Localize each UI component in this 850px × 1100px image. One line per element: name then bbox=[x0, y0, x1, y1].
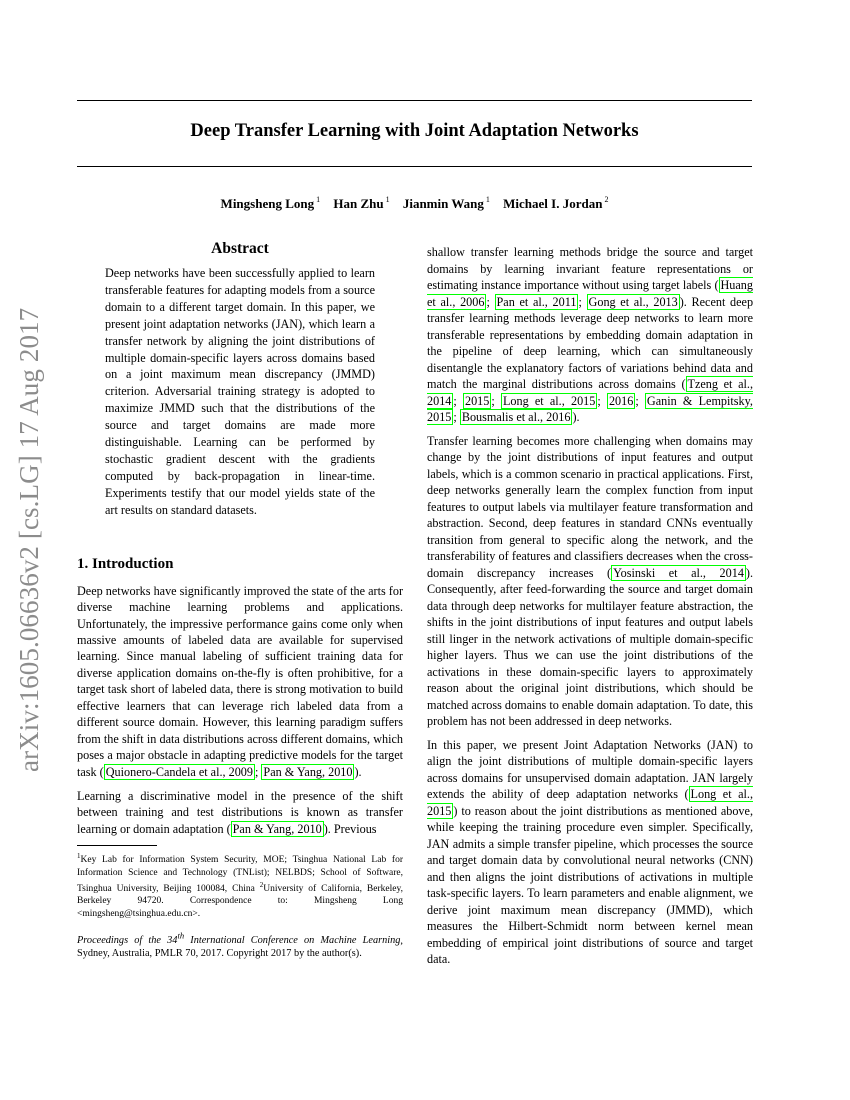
citation-link[interactable]: Long et al., 2015 bbox=[502, 393, 596, 408]
citation-link[interactable]: Quionero-Candela et al., 2009 bbox=[105, 764, 253, 779]
right-column bbox=[427, 244, 753, 975]
intro-paragraph-2: Learning a discriminative model in the presence of the shift between training and test distributions is known as transfer learning or domain adaptation ( Pan & Yang, 2010 ). Previous bbox=[77, 789, 403, 836]
citation-link[interactable]: Pan et al., 2011 bbox=[496, 294, 577, 309]
paper-title: Deep Transfer Learning with Joint Adaptation Networks bbox=[190, 121, 639, 141]
citation-link[interactable]: 2016 bbox=[608, 393, 634, 408]
citation-link[interactable]: Ganin & Lempitsky, 2015 bbox=[427, 393, 753, 424]
citation-link[interactable]: Pan & Yang, 2010 bbox=[263, 764, 353, 779]
author-list bbox=[77, 196, 752, 212]
citation-link[interactable]: Long et al., 2015 bbox=[427, 787, 753, 818]
citation-link[interactable]: 2015 bbox=[464, 393, 490, 408]
citation-link[interactable]: Yosinski et al., 2014 bbox=[613, 565, 744, 580]
author: Mingsheng Long $^1$ bbox=[220, 195, 321, 212]
proceedings-note: Proceedings of the 34th International Conference on Machine Learning, Sydney, Australia, PMLR 70, 2017. Copyright 2017 by the author(s). bbox=[77, 930, 403, 960]
body-paragraph: shallow transfer learning methods bridge the source and target domains by learning invariant feature representations or estimating instance importance without using target labels ( Huang et al., 2006 ; Pan et al., 2011 ; Gong et al., 2013 ). Recent deep transfer learning methods leverage deep networks to learn more transferable representations by embedding domain adaptation in the pipeline of deep learning, which can simultaneously disentangle the explanatory factors of variations behind data and match the marginal distributions across domains ( Tzeng et al., 2014 ; 2015 ; Long et al., 2015 ; 2016 ; Ganin & Lempitsky, 2015 ; Bousmalis et al., 2016 ). bbox=[427, 245, 754, 424]
citation-link[interactable]: Gong et al., 2013 bbox=[588, 294, 678, 309]
citation-link[interactable]: Bousmalis et al., 2016 bbox=[461, 410, 571, 424]
title-rule-top bbox=[77, 100, 752, 101]
abstract-text: Deep networks have been successfully applied to learn transferable features for adapting models from a source domain to a different target domain. In this paper, we present joint adaptation networks (JAN), which learn a transfer network by aligning the joint distributions of multiple domain-specific layers across domains based on a joint maximum mean discrepancy (JMMD) criterion. Adversarial training strategy is adopted to maximize JMMD such that the distributions of the source and target domains are made more distinguishable. Learning can be performed by stochastic gradient descent with the gradients computed by back-propagation in linear-time. Experiments testify that our model yields state of the art results on standard datasets. bbox=[105, 266, 375, 517]
left-column bbox=[77, 240, 403, 960]
section-heading-introduction: 1. Introduction bbox=[77, 555, 174, 572]
footnote-rule bbox=[77, 845, 157, 846]
citation-link[interactable]: Huang et al., 2006 bbox=[427, 278, 753, 309]
author: Jianmin Wang $^1$ bbox=[402, 195, 490, 212]
body-paragraph: In this paper, we present Joint Adaptation Networks (JAN) to align the joint distributions of multiple domain-specific layers across domains for unsupervised domain adaptation. JAN largely extends the ability of deep adaptation networks ( Long et al., 2015 ) to reason about the joint distributions as mentioned above, while keeping the training procedure even simpler. Specifically, JAN admits a simple transfer pipeline, which processes the source and target domain data by convolutional neural networks (CNN) and then aligns the joint distributions of activations in multiple task-specific layers. To learn parameters and enable alignment, we derive joint maximum mean discrepancy (JMMD), which measures the Hilbert-Schmidt norm between kernel mean embedding of empirical joint distributions of source and target data. bbox=[427, 737, 753, 966]
author: Han Zhu $^1$ bbox=[333, 195, 390, 212]
citation-link[interactable]: Tzeng et al., 2014 bbox=[427, 377, 753, 408]
body-paragraph: Transfer learning becomes more challenging when domains may change by the joint distributions of input features and output labels, which is a common scenario in practical applications. First, deep networks generally learn the complex function from input features to output labels via multilayer feature transformation and abstraction. Second, deep features in standard CNNs eventually transition from general to specific along the network, and the transferability of features and classifiers decreases when the cross-domain discrepancy increases ( Yosinski et al., 2014 ). Consequently, after feed-forwarding the source and target domain data through deep networks for multilayer feature abstraction, the shifts in the joint distributions of input features and output labels still linger in the network activations of multiple domain-specific higher layers. Thus we can use the joint distributions of the activations in these domain-specific layers to approximately reason about the original joint distributions, which should be matched across domains to enable domain adaptation. To date, this problem has not been addressed in deep networks. bbox=[427, 433, 754, 728]
arxiv-stamp-text: arXiv:1605.06636v2 [cs.LG] 17 Aug 2017 bbox=[14, 307, 44, 772]
intro-paragraph-1: Deep networks have significantly improved the state of the arts for diverse machine learning problems and applications. Unfortunately, the impressive performance gains come only when massive amounts of labeled data are available for supervised learning. Since manual labeling of sufficient training data for diverse application domains on-the-fly is often prohibitive, for a target task short of labeled data, there is strong motivation to build effective learners that can leverage rich labeled data from a different source domain. However, this learning paradigm suffers from the shift in data distributions across different domains, which poses a major obstacle in adapting predictive models for the target task ( Quionero-Candela et al., 2009 ; Pan & Yang, 2010 ). bbox=[77, 583, 403, 779]
abstract-heading: Abstract bbox=[211, 240, 269, 257]
citation-link[interactable]: Pan & Yang, 2010 bbox=[232, 821, 322, 836]
author: Michael I. Jordan $^2$ bbox=[503, 195, 609, 212]
title-rule-bottom bbox=[77, 166, 752, 167]
affiliation-footnote: $^1$Key Lab for Information System Security, MOE; Tsinghua National Lab for Information Science and Technology (TNList); NELBDS; School of Software, Tsinghua University, Beijing 100084, China $^2$University of California, Berkeley, Berkeley 94720. Correspondence to: Mingsheng Long <mingsheng@tsinghua.edu.cn>. bbox=[77, 852, 403, 919]
